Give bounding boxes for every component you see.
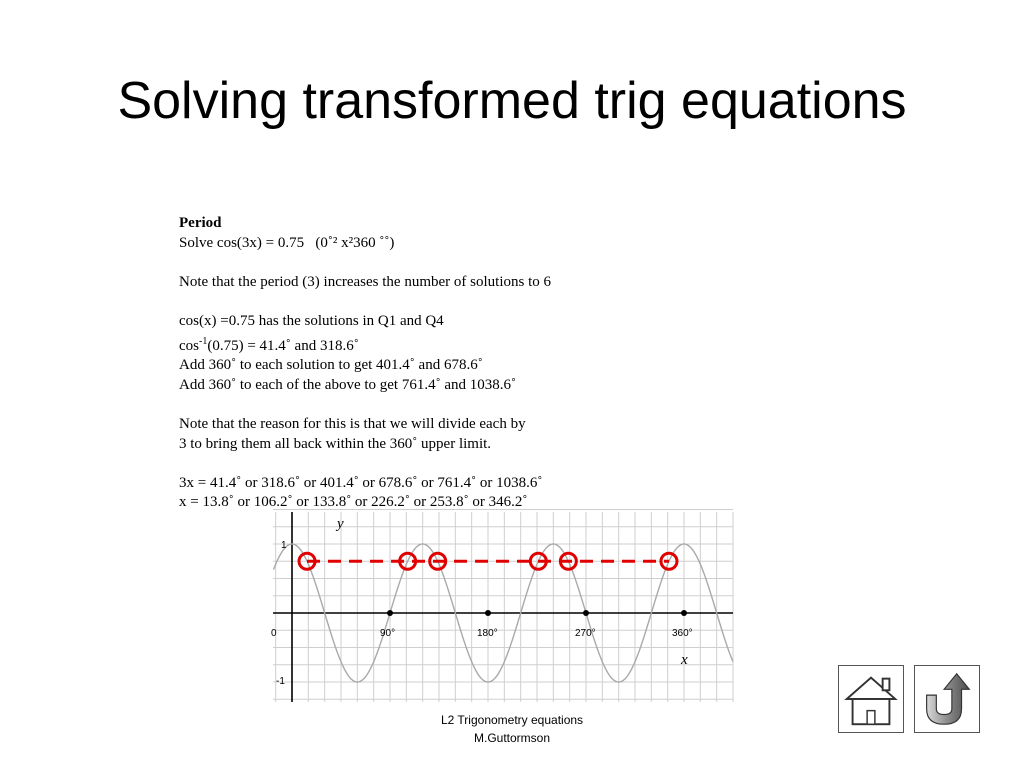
slide-body (179, 214, 739, 513)
cos-inverse-prefix: cos (179, 337, 199, 354)
footer-course: L2 Trigonometry equations (440, 713, 584, 727)
y-tick-label-1: 1 (281, 540, 287, 551)
body-line: 3x = 41.4˚ or 318.6˚ or 401.4˚ or 678.6˚ or 761.4˚ or 1038.6˚ (179, 474, 543, 491)
origin-label: 0 (271, 628, 277, 639)
body-line: Note that the period (3) increases the number of solutions to 6 (179, 273, 551, 290)
body-line: 3 to bring them all back within the 360˚ upper limit. (179, 435, 492, 452)
slide-title: Solving transformed trig equations (117, 72, 907, 130)
heading-period: Period (179, 215, 222, 231)
body-line: x = 13.8˚ or 106.2˚ or 133.8˚ or 226.2˚ or 253.8˚ or 346.2˚ (179, 494, 528, 511)
footer-author: M.Guttormson (473, 731, 551, 745)
body-line: Solve cos(3x) = 0.75 (0˚² x²360 ˚˚) (179, 234, 395, 251)
body-line: Add 360˚ to each of the above to get 761.4˚ and 1038.6˚ (179, 376, 516, 393)
cosine-graph-svg (273, 512, 733, 702)
cos-inverse-superscript: -1 (199, 335, 208, 347)
home-button[interactable] (838, 665, 904, 733)
x-tick-dot (681, 610, 687, 616)
graph-grid (273, 510, 733, 703)
home-icon (839, 666, 903, 732)
blank-line (179, 292, 739, 312)
slide-footer (412, 711, 612, 747)
return-u-arrow-icon (915, 666, 979, 732)
x-tick-label-360: 360° (672, 628, 693, 639)
cos-inverse-line (179, 332, 739, 357)
x-tick-label-90: 90° (380, 628, 396, 639)
body-line: Note that the reason for this is that we will divide each by (179, 415, 526, 432)
graph-axes (273, 512, 733, 702)
cosine-graph (273, 512, 733, 702)
cos-inverse-rest: (0.75) = 41.4˚ and 318.6˚ (207, 337, 359, 354)
x-tick-dot (583, 610, 589, 616)
x-tick-dot (387, 610, 393, 616)
blank-line (179, 253, 739, 273)
x-tick-label-270: 270° (575, 628, 596, 639)
blank-line (179, 454, 739, 474)
y-tick-label-neg1: -1 (276, 676, 285, 687)
y-axis-label: y (337, 516, 344, 532)
body-line: Add 360˚ to each solution to get 401.4˚ and 678.6˚ (179, 357, 483, 374)
x-tick-dot (485, 610, 491, 616)
body-line: cos(x) =0.75 has the solutions in Q1 and Q4 (179, 312, 444, 329)
x-axis-label: x (681, 652, 688, 668)
return-button[interactable] (914, 665, 980, 733)
x-tick-label-180: 180° (477, 628, 498, 639)
blank-line (179, 395, 739, 415)
